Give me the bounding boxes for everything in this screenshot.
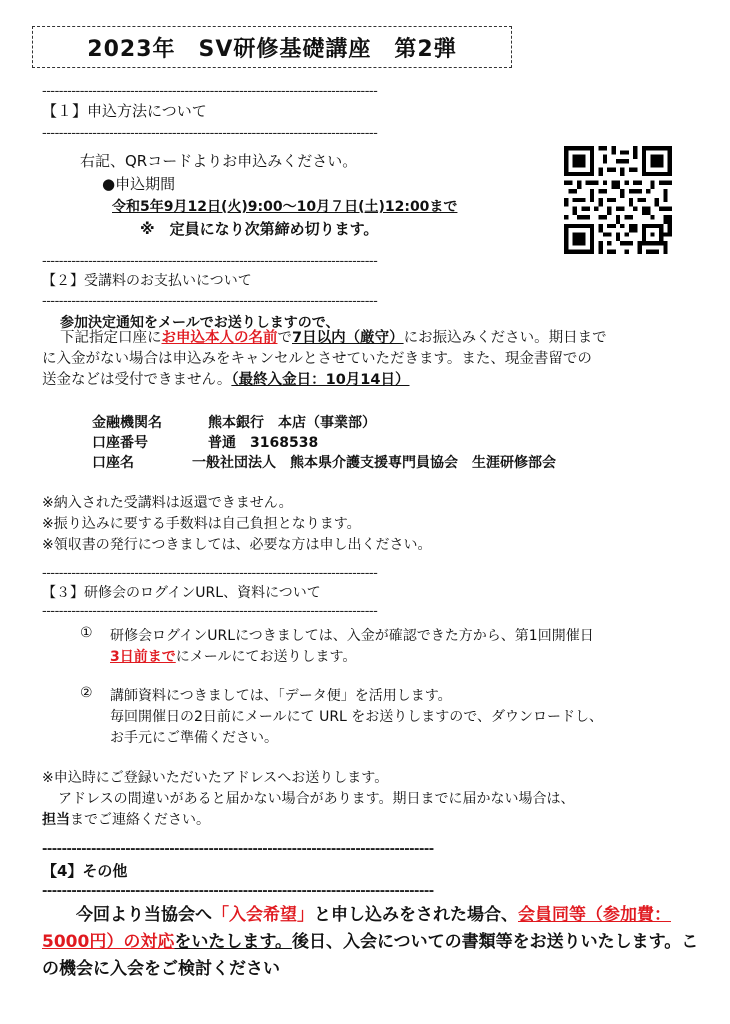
item-2-line-1: 講師資料につきましては、「データ便」を活用します。 (110, 688, 452, 704)
highlight-member-rate: 会員同等（参加費：5000円）の対応 (42, 905, 671, 952)
divider: -------------------------------------------------------------------------------- (42, 604, 378, 619)
text: 後日、入会についての書類等をお送りいたします。この機会に入会をご検討ください (42, 932, 699, 979)
divider: -------------------------------------------------------------------------------- (42, 884, 434, 899)
text: と申し込みをされた場合、 (314, 905, 518, 925)
highlight-deadline: 7日以内（厳守） (292, 330, 404, 346)
sec4-paragraph (42, 902, 702, 983)
qr-code[interactable] (564, 146, 672, 254)
text: にお振込みください。期日まで (403, 330, 607, 346)
note-item: ※振り込みに要する手数料は自己負担となります。 (42, 516, 361, 532)
item-1-line-2 (110, 646, 356, 666)
account-number-label: 口座番号 (92, 435, 148, 451)
address-note-line-2: アドレスの間違いがあると届かない場合があります。期日までに届かない場合は、 (58, 791, 575, 807)
section-3-header: 【３】研修会のログインURL、資料について (42, 585, 321, 601)
bank-value: 熊本銀行 本店（事業部） (208, 415, 376, 431)
text: 送金などは受付できません。 (42, 372, 232, 388)
page-title-text: 2023年 SV研修基礎講座 第2弾 (87, 36, 457, 62)
divider: -------------------------------------------------------------------------------- (42, 294, 378, 309)
sec1-intro: 右記、QRコードよりお申込みください。 (80, 152, 358, 170)
text: までご連絡ください。 (70, 812, 210, 828)
account-name-value: 一般社団法人 熊本県介護支援専門員協会 生涯研修部会 (192, 455, 556, 471)
sec2-paragraph-line-2: に入金がない場合は申込みをキャンセルとさせていただきます。また、現金書留での (42, 351, 592, 367)
item-2-line-2: 毎回開催日の2日前にメールにて URL をお送りしますので、ダウンロードし、 (110, 709, 604, 725)
bank-label: 金融機関名 (92, 415, 162, 431)
final-date: （最終入金日：10月14日） (231, 372, 410, 388)
divider: -------------------------------------------------------------------------------- (42, 126, 378, 141)
sec1-notice: ※ 定員になり次第締め切ります。 (140, 220, 379, 238)
item-2-number: ② (80, 685, 93, 701)
highlight-3days: 3日前まで (110, 649, 176, 665)
section-4-header: 【4】その他 (42, 862, 128, 880)
text: 下記指定口座に (60, 330, 162, 346)
address-note-line-1: ※申込時にご登録いただいたアドレスへお送りします。 (42, 770, 389, 786)
text: 担当 (42, 812, 70, 828)
divider: -------------------------------------------------------------------------------- (42, 254, 378, 269)
text: 今回より当協会へ (76, 905, 212, 925)
sec2-paragraph-line-1 (60, 328, 607, 349)
sec2-paragraph-line-3 (42, 370, 409, 391)
account-number-value: 普通 3168538 (208, 435, 319, 451)
divider: -------------------------------------------------------------------------------- (42, 84, 378, 99)
item-2-line-3: お手元にご準備ください。 (110, 730, 278, 746)
page-title (32, 26, 512, 68)
divider: -------------------------------------------------------------------------------- (42, 566, 378, 581)
section-2-header: 【２】受講料のお支払いについて (42, 273, 252, 289)
account-name-label: 口座名 (92, 455, 134, 471)
highlight-name: お申込本人の名前 (161, 330, 278, 346)
divider: -------------------------------------------------------------------------------- (42, 842, 434, 857)
sec1-period-value: 令和5年9月12日(火)9:00～10月７日(土)12:00まで (112, 199, 458, 215)
text: で (277, 330, 292, 346)
note-item: ※領収書の発行につきましては、必要な方は申し出ください。 (42, 537, 432, 553)
item-1-number: ① (80, 625, 93, 641)
text: をいたします。 (174, 932, 292, 952)
sec2-lead: 参加決定通知をメールでお送りしますので、 (60, 315, 340, 331)
sec1-period-label: ●申込期間 (102, 175, 176, 193)
note-item: ※納入された受講料は返還できません。 (42, 495, 293, 511)
address-note-line-3 (42, 809, 210, 829)
item-1-line-1: 研修会ログインURLにつきましては、入金が確認できた方から、第1回開催日 (110, 628, 594, 644)
text: にメールにてお送りします。 (175, 649, 357, 665)
highlight-membership: 「入会希望」 (212, 905, 314, 925)
section-1-header: 【１】申込方法について (42, 102, 207, 120)
